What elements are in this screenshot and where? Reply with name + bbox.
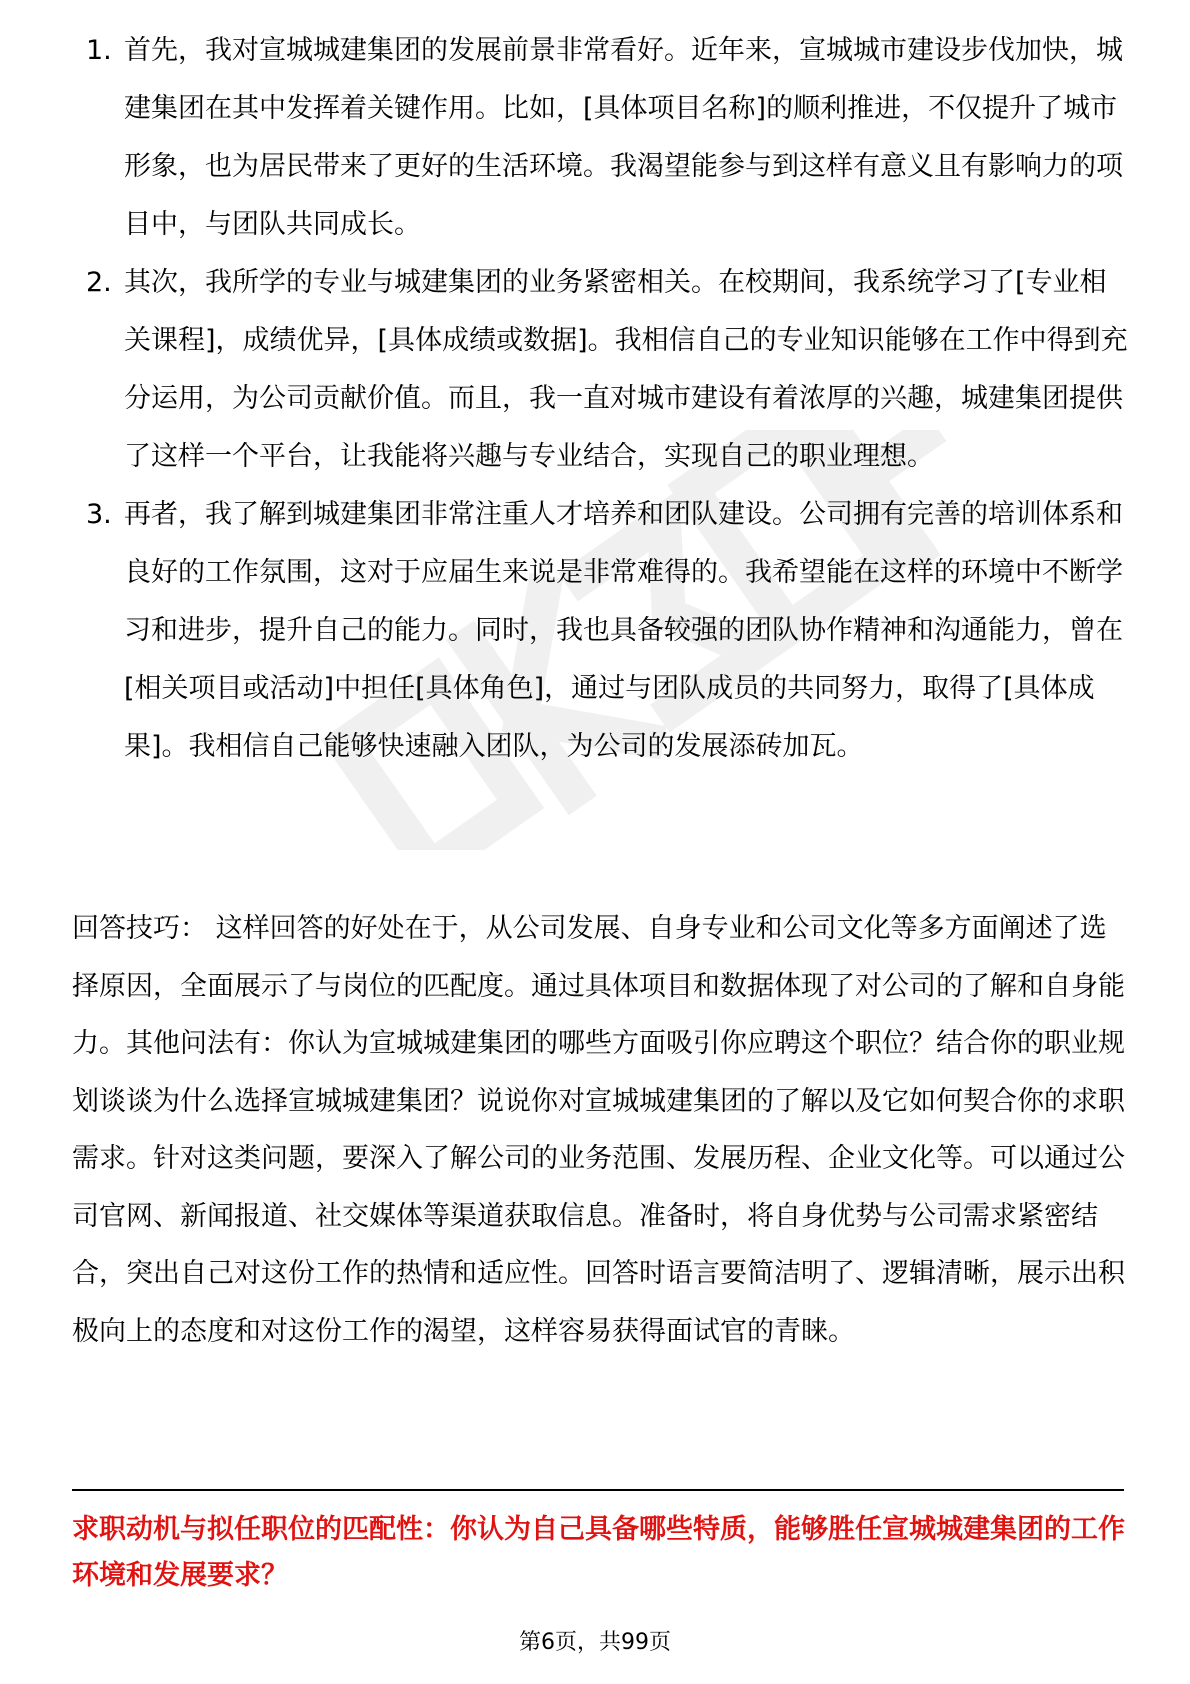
list-item-text: 首先，我对宣城城建集团的发展前景非常看好。近年来，宣城城市建设步伐加快，城建集团在其中发挥着关键作用。比如，[具体项目名称]的顺利推进，不仅提升了城市形象，也为居民带来了更好的生活环境。我渴望能参与到这样有意义且有影响力的项目中，与团队共同成长。 <box>124 35 1123 240</box>
list-item-text: 再者，我了解到城建集团非常注重人才培养和团队建设。公司拥有完善的培训体系和良好的工作氛围，这对于应届生来说是非常难得的。我希望能在这样的环境中不断学习和进步，提升自己的能力。同时，我也具备较强的团队协作精神和沟通能力，曾在[相关项目或活动]中担任[具体角色]，通过与团队成员的共同努力，取得了[具体成果]。我相信自己能够快速融入团队，为公司的发展添砖加瓦。 <box>124 499 1123 762</box>
reasons-list <box>72 22 1132 776</box>
page-number: 第6页，共99页 <box>519 1630 671 1655</box>
list-item <box>72 486 1132 776</box>
section-divider <box>72 1489 1124 1491</box>
answer-tips-paragraph: 回答技巧： 这样回答的好处在于，从公司发展、自身专业和公司文化等多方面阐述了选择原因，全面展示了与岗位的匹配度。通过具体项目和数据体现了对公司的了解和自身能力。其他问法有：你认为宣城城建集团的哪些方面吸引你应聘这个职位？结合你的职业规划谈谈为什么选择宣城城建集团？说说你对宣城城建集团的了解以及它如何契合你的求职需求。针对这类问题，要深入了解公司的业务范围、发展历程、企业文化等。可以通过公司官网、新闻报道、社交媒体等渠道获取信息。准备时，将自身优势与公司需求紧密结合，突出自己对这份工作的热情和适应性。回答时语言要简洁明了、逻辑清晰，展示出积极向上的态度和对这份工作的渴望，这样容易获得面试官的青睐。 <box>72 913 1125 1347</box>
next-question-heading: 求职动机与拟任职位的匹配性：你认为自己具备哪些特质，能够胜任宣城城建集团的工作环境和发展要求？ <box>72 1514 1125 1591</box>
list-item-number: 2. <box>86 267 112 298</box>
list-item-number: 3. <box>86 499 112 530</box>
list-item <box>72 254 1132 486</box>
list-item-number: 1. <box>86 35 112 66</box>
list-item <box>72 22 1132 254</box>
list-item-text: 其次，我所学的专业与城建集团的业务紧密相关。在校期间，我系统学习了[专业相关课程]，成绩优异，[具体成绩或数据]。我相信自己的专业知识能够在工作中得到充分运用，为公司贡献价值。而且，我一直对城市建设有着浓厚的兴趣，城建集团提供了这样一个平台，让我能将兴趣与专业结合，实现自己的职业理想。 <box>124 267 1128 472</box>
